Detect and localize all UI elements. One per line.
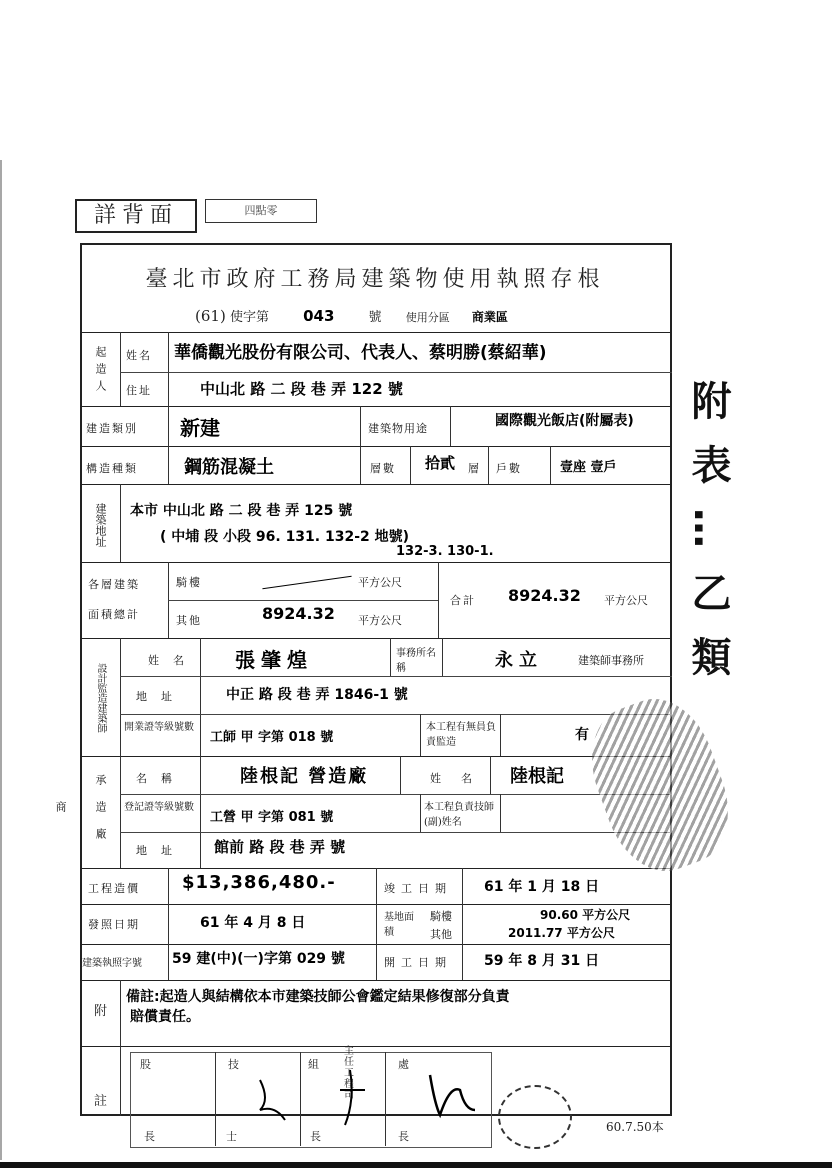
seal-stamp-text: 四點零 <box>244 204 278 217</box>
cost-label: 工程造價 <box>88 882 140 895</box>
sig-col-4: 主任工程司 <box>344 1046 354 1101</box>
architect-supervise-value: 有 <box>575 727 589 743</box>
divider-floors <box>410 446 411 484</box>
building-use-value: 國際觀光飯店(附屬表) <box>495 413 634 429</box>
area-total-label: 合計 <box>450 594 476 607</box>
divider-cost <box>168 868 169 980</box>
divider-structure <box>360 446 361 484</box>
contractor-reg-value: 工營 甲 字第 081 號 <box>210 810 334 825</box>
divider-remarks <box>120 980 121 1116</box>
scan-edge-left <box>0 160 2 1160</box>
contractor-person-value: 陸根記 <box>510 766 564 787</box>
applicant-section-label: 起造人 <box>94 345 107 397</box>
contractor-addr-value: 館前 路 段 巷 弄 號 <box>214 838 346 856</box>
round-seal-stamp <box>498 1085 572 1149</box>
sig-bottom-4: 長 <box>398 1130 409 1143</box>
architect-office-label: 事務所名稱 <box>396 648 436 674</box>
document-title: 臺北市政府工務局建築物使用執照存根 <box>145 267 605 292</box>
permit-value: 59 建(中)(一)字第 029 號 <box>172 951 345 967</box>
area-arcade-label: 騎樓 <box>176 576 202 589</box>
applicant-name-value: 華僑觀光股份有限公司、代表人、蔡明勝(蔡紹華) <box>174 343 547 363</box>
rule-contractor-2 <box>120 832 672 833</box>
applicant-name-label: 姓名 <box>126 349 152 362</box>
rule-6 <box>80 638 672 639</box>
license-prefix: (61) <box>195 307 226 325</box>
finish-label: 竣工日期 <box>384 882 452 895</box>
rule-architect-1 <box>120 676 672 677</box>
divider-supervise-2 <box>500 714 501 756</box>
rule-4 <box>80 484 672 485</box>
divider-use <box>360 406 361 446</box>
license-suffix: 號 <box>368 310 382 325</box>
applicant-addr-value: 中山北 路 二 段 巷 弄 122 號 <box>200 380 403 398</box>
base-arcade-label: 騎樓 <box>430 910 452 923</box>
area-arcade-unit: 平方公尺 <box>358 576 402 589</box>
remarks-text-2: 賠償責任。 <box>130 1009 200 1025</box>
divider-applicant-2 <box>168 332 169 406</box>
building-use-label: 建築物用途 <box>368 422 428 435</box>
divider-office-2 <box>442 638 443 676</box>
cost-value: $13,386,480.- <box>182 872 336 893</box>
zone-value: 商業區 <box>471 310 508 324</box>
divider-site <box>120 484 121 562</box>
divider-engineer-2 <box>500 794 501 832</box>
rule-architect-2 <box>120 714 672 715</box>
contractor-person-label: 姓名 <box>430 772 492 785</box>
sig-bottom-2: 士 <box>226 1130 237 1143</box>
structure-label: 構造種類 <box>86 462 138 475</box>
back-side-tag <box>75 199 197 233</box>
sig-divider-1 <box>215 1052 216 1146</box>
signature-scribbles <box>240 1060 500 1140</box>
architect-office-value: 永立 <box>495 650 543 671</box>
divider-person <box>400 756 401 794</box>
signature-2 <box>340 1070 365 1125</box>
back-side-tag-text: 詳背面 <box>93 203 178 228</box>
area-other-label: 其他 <box>176 614 202 627</box>
architect-name-label: 姓名 <box>148 654 198 667</box>
finish-value: 61 年 1 月 18 日 <box>484 879 600 895</box>
divider-households-2 <box>550 446 551 484</box>
remarks-label: 附 <box>94 1004 108 1019</box>
base-other-value: 2011.77 平方公尺 <box>508 926 615 940</box>
divider-person-2 <box>490 756 491 794</box>
divider-area-total <box>438 562 439 638</box>
construction-type-label: 建造類別 <box>86 422 138 435</box>
divider-contractor <box>120 756 121 868</box>
architect-addr-value: 中正 路 段 巷 弄 1846-1 號 <box>226 687 408 703</box>
signature-3 <box>430 1075 475 1115</box>
rule-applicant <box>120 372 672 373</box>
print-note: 60.7.50本 <box>606 1120 664 1134</box>
construction-type-value: 新建 <box>180 416 220 440</box>
area-total-value: 8924.32 <box>508 586 581 605</box>
site-section-label: 建築地址 <box>94 503 107 547</box>
contractor-name-value: 陸根記 營造廠 <box>240 766 369 787</box>
floors-value: 拾貳 <box>425 454 456 472</box>
seal-stamp <box>205 199 317 223</box>
architect-name-value: 張肇煌 <box>235 648 313 672</box>
remarks-label-2: 註 <box>94 1094 108 1109</box>
zone-label: 使用分區 <box>405 311 450 324</box>
floors-label: 層數 <box>370 462 396 475</box>
area-other-unit: 平方公尺 <box>358 614 402 627</box>
permit-label: 建築執照字號 <box>82 958 142 969</box>
rule-11 <box>80 980 672 981</box>
architect-reg-value: 工師 甲 字第 018 號 <box>210 730 334 745</box>
contractor-reg-label: 登記證等級號數 <box>124 802 194 813</box>
contractor-name-label: 名稱 <box>136 772 186 785</box>
sig-col-2: 技 <box>228 1058 239 1071</box>
rule-12 <box>80 1046 672 1047</box>
applicant-addr-label: 住址 <box>126 384 152 397</box>
divider-architect-2 <box>200 638 201 756</box>
area-total-unit: 平方公尺 <box>604 594 648 607</box>
contractor-section-label: 承造廠商 <box>54 773 107 855</box>
issue-label: 發照日期 <box>88 918 140 931</box>
rule-7 <box>80 756 672 757</box>
signature-1 <box>260 1080 285 1120</box>
side-partial-text: 附表…乙類 <box>685 380 731 700</box>
area-section-1: 各層建築 <box>88 578 140 591</box>
sig-bottom-1: 長 <box>144 1130 155 1143</box>
issue-value: 61 年 4 月 8 日 <box>200 915 306 931</box>
households-label: 戶數 <box>496 462 522 475</box>
divider-finish <box>376 868 377 980</box>
structure-value: 鋼筋混凝土 <box>184 457 274 478</box>
contractor-addr-label: 地址 <box>136 844 186 857</box>
area-other-value: 8924.32 <box>262 604 335 623</box>
site-line-1: 本市 中山北 路 二 段 巷 弄 125 號 <box>130 503 353 519</box>
architect-office-suffix: 建築師事務所 <box>578 654 644 667</box>
divider-households <box>488 446 489 484</box>
area-section-2: 面積總計 <box>88 608 140 621</box>
sig-col-3: 組 <box>308 1058 319 1071</box>
license-number: 043 <box>303 307 335 325</box>
divider-type <box>168 406 169 484</box>
architect-supervise-label: 本工程有無員負責監造 <box>426 722 496 748</box>
households-value: 壹座 壹戶 <box>560 460 617 475</box>
rule-contractor-1 <box>120 794 672 795</box>
sig-bottom-3: 長 <box>310 1130 321 1143</box>
divider-contractor-2 <box>200 756 201 868</box>
architect-reg-label: 開業證等級號數 <box>124 722 194 733</box>
divider-use-2 <box>450 406 451 446</box>
divider-supervise <box>420 714 421 756</box>
base-arcade-value: 90.60 平方公尺 <box>540 908 631 922</box>
floors-unit: 層 <box>468 462 481 475</box>
base-area-label: 基地面積 <box>384 912 414 938</box>
contractor-engineer-label: 本工程負責技師(副)姓名 <box>424 802 494 828</box>
rule-area <box>168 600 438 601</box>
site-line-2: ( 中埔 段 小段 96. 131. 132-2 地號) <box>160 529 410 545</box>
divider-architect <box>120 638 121 756</box>
divider-finish-2 <box>462 868 463 980</box>
sig-col-1: 股 <box>140 1058 151 1071</box>
divider-office <box>390 638 391 676</box>
start-value: 59 年 8 月 31 日 <box>484 953 600 969</box>
sig-col-5: 處 <box>398 1058 409 1071</box>
license-line <box>195 306 665 325</box>
license-word: 使字第 <box>229 310 269 325</box>
remarks-text-1: 備註:起造人與結構依本市建築技師公會鑑定結果修復部分負責 <box>126 989 510 1005</box>
divider-applicant <box>120 332 121 406</box>
site-line-3: 132-3. 130-1. <box>396 544 494 559</box>
scan-edge <box>0 1162 832 1168</box>
base-other-label: 其他 <box>430 928 452 941</box>
divider-engineer <box>420 794 421 832</box>
architect-addr-label: 地址 <box>136 690 186 703</box>
start-label: 開工日期 <box>384 956 452 969</box>
architect-section-label: 設計監造建築師 <box>95 663 106 733</box>
